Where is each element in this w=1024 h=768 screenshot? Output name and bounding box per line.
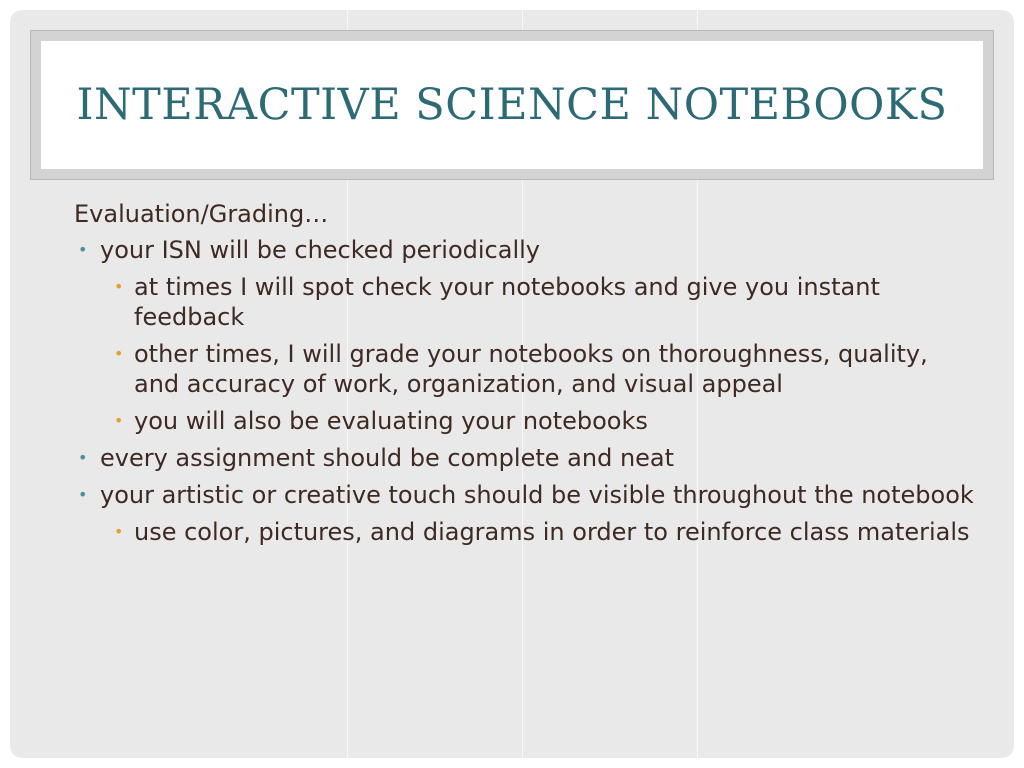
bullet-text: your ISN will be checked periodically (100, 236, 540, 264)
title-frame (30, 30, 994, 180)
bullet-text: other times, I will grade your notebooks on thoroughness, quality, and accuracy of work, organization, and visual appeal (134, 340, 928, 398)
sub-bullet-item (74, 272, 974, 332)
sub-bullet-icon: • (114, 344, 124, 363)
bullet-item (74, 235, 974, 265)
sub-bullet-icon: • (114, 522, 124, 541)
bullet-text: every assignment should be complete and neat (100, 444, 675, 472)
slide-content (74, 199, 974, 554)
title-box (41, 41, 983, 169)
bullet-icon: • (78, 485, 88, 504)
bullet-list (74, 235, 974, 547)
bullet-item (74, 443, 974, 473)
bullet-text: you will also be evaluating your notebooks (134, 407, 648, 435)
bullet-icon: • (78, 240, 88, 259)
slide-title: INTERACTIVE SCIENCE NOTEBOOKS (76, 80, 948, 130)
bullet-item (74, 480, 974, 510)
sub-bullet-icon: • (114, 411, 124, 430)
bullet-text: use color, pictures, and diagrams in order to reinforce class materials (134, 518, 970, 546)
sub-bullet-item (74, 517, 974, 547)
slide (10, 10, 1014, 758)
sub-bullet-icon: • (114, 277, 124, 296)
bullet-text: at times I will spot check your notebooks and give you instant feedback (134, 273, 880, 331)
bullet-text: your artistic or creative touch should be visible throughout the notebook (100, 481, 974, 509)
intro-heading: Evaluation/Grading… (74, 200, 329, 228)
bullet-icon: • (78, 448, 88, 467)
sub-bullet-item (74, 406, 974, 436)
sub-bullet-item (74, 339, 974, 399)
